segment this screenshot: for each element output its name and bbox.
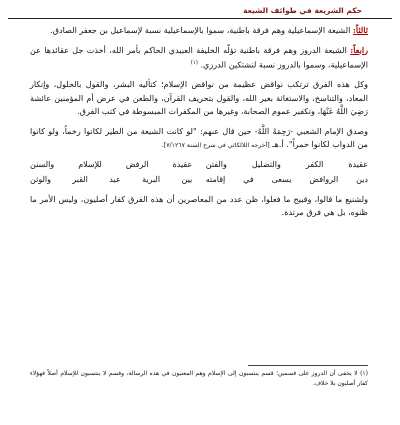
poem-verse	[30, 172, 368, 187]
poem-hemistich-second: بين البرية عبد القبر والوثن	[30, 174, 193, 184]
paragraph-shabi-quote	[30, 125, 368, 153]
shabi-quote-text: وصدق الإمام الشعبي -رَحِمَهُ اللَّهُ- حين قال عنهم: "لو كانت الشيعة من الطير لكانوا رخماً، ولو كانوا من الدواب لكانوا حمراً". أ.هـ	[30, 125, 368, 150]
header-rule	[8, 18, 392, 19]
paragraph-text-ismailis: الشيعة الإسماعيلية وهم فرقة باطنية، سموا بالإسماعيلية نسبة لإسماعيل بن جعفر الصادق.	[50, 25, 353, 35]
footnote-separator	[248, 365, 368, 366]
footnote-reference[interactable]: (١)	[190, 60, 198, 66]
poem-hemistich-first: عقيدة الكفر والتضليل والفتن	[205, 159, 368, 169]
paragraph-ismailis	[30, 24, 368, 38]
footnote-text: (١) لا يخفى أن الدروز على قسمين؛ قسم ينتسبون إلى الإسلام وهم المعنيون في هذه الرسالة، وقسم لا ينتسبون للإسلام أصلاً فهؤلاء كفار أصليون بلا خلاف.	[30, 370, 368, 387]
poem-hemistich-first: دين الروافض يسعى في إقامته	[205, 174, 368, 184]
paragraph-apostate-sects: ولشنيع ما قالوا، وقبيح ما فعلوا، ظن عدد من المعاصرين أن هذه الفرق كفار أصليون، وليس الأمر ما ظنوه، بل هي فرق مرتدة.	[30, 193, 368, 218]
running-header	[8, 6, 392, 20]
poem-verse	[30, 157, 368, 172]
main-text	[30, 24, 368, 220]
shabi-quote-source: [أخرجه اللالكائي في شرح السنة ٧/١٢٦٧].	[161, 142, 270, 150]
poem-hemistich-second: عقيدة الرفض للإسلام والسنن	[30, 159, 193, 169]
paragraph-druze	[30, 44, 368, 73]
paragraph-nullifiers: وكل هذه الفرق ترتكب نواقض عظيمة من نواقض الإسلام؛ كتأليه البشر، والقول بالحلول، وإنكار المعاد، والتناسخ، والاستغاثة بغير الله، والقول بتحريف القرآن، والطعن في عرض أم المؤمنين عائشة رَضِيَ اللَّهُ عَنْهَا، وتكفير عموم الصحابة، وغيرها من المكفرات المبسوطة في كتب الفرق.	[30, 79, 368, 117]
paragraph-label-fourth: رابعاً:	[350, 44, 368, 55]
paragraph-label-third: ثالثاً:	[352, 25, 368, 35]
poem-block	[30, 157, 368, 187]
header-title: حكم الشريعة في طوائف الشيعة	[243, 6, 362, 15]
paragraph-text-druze: الشيعة الدروز وهم فرقة باطنية تؤلّه الخليفة العبيدي الحاكم بأمر الله، أخذت جل عقائدها عن الإسماعيلية، وسموا بالدروز نسبة لنشتكين الدرزي.	[30, 44, 368, 70]
